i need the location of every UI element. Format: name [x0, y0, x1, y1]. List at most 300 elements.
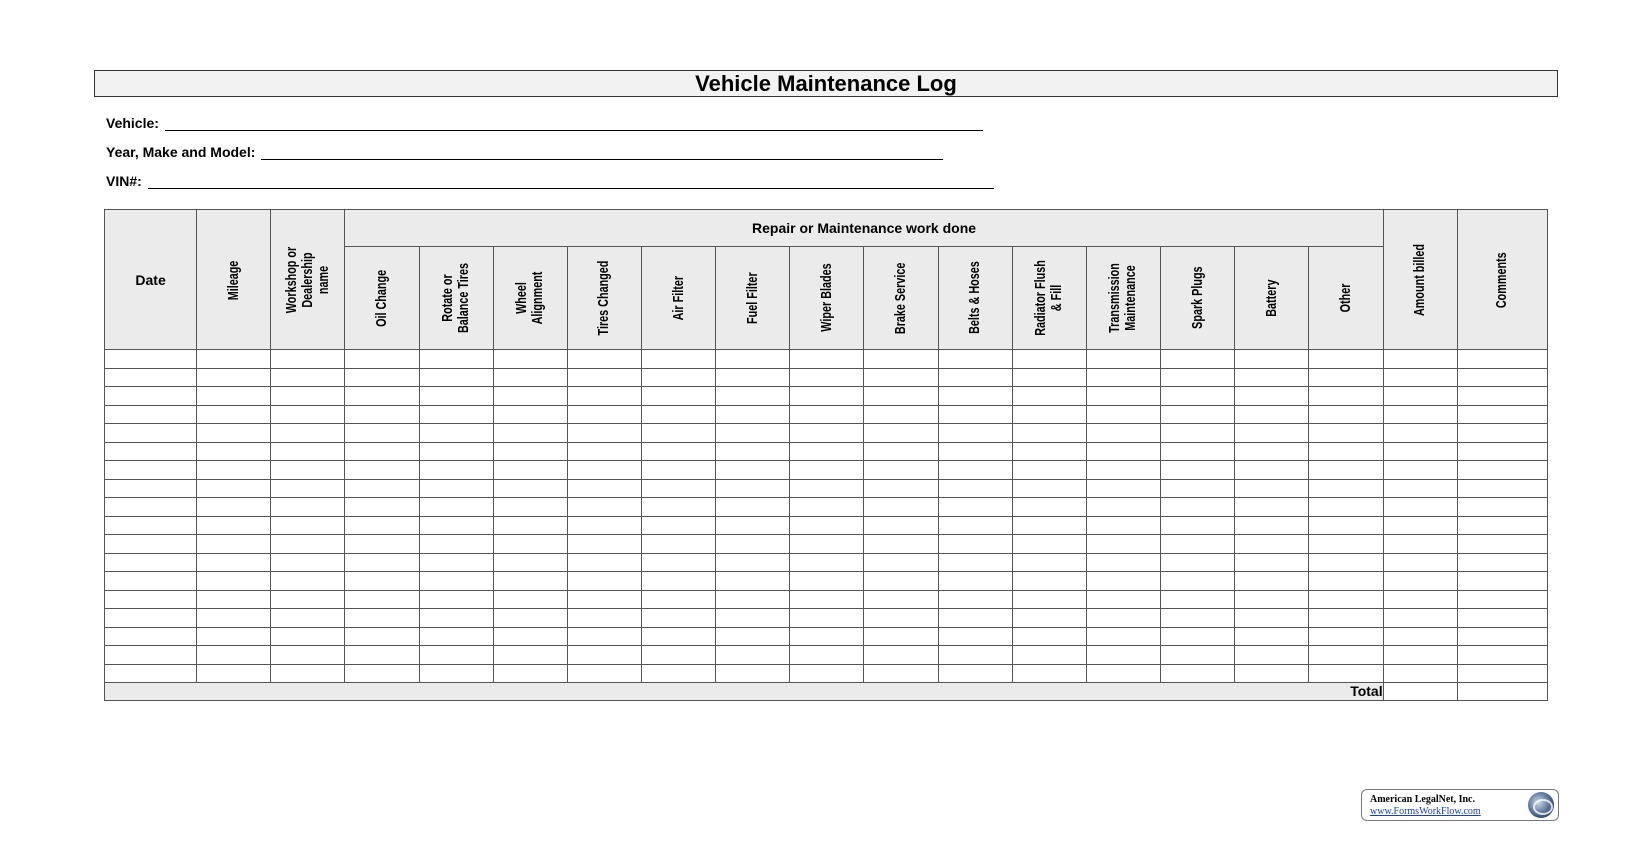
table-cell[interactable] [493, 479, 567, 498]
table-cell[interactable] [419, 442, 493, 461]
table-cell[interactable] [197, 461, 271, 480]
table-cell[interactable] [790, 553, 864, 572]
table-cell[interactable] [864, 516, 938, 535]
vin-input-line[interactable] [148, 176, 994, 189]
table-cell[interactable] [938, 387, 1012, 406]
table-cell[interactable] [345, 387, 419, 406]
table-cell[interactable] [271, 516, 345, 535]
table-cell[interactable] [419, 516, 493, 535]
table-cell[interactable] [642, 479, 716, 498]
table-cell[interactable] [1235, 405, 1309, 424]
table-cell[interactable] [1235, 646, 1309, 665]
table-cell[interactable] [567, 664, 641, 683]
table-cell[interactable] [105, 368, 197, 387]
table-cell[interactable] [1086, 405, 1160, 424]
table-cell[interactable] [938, 516, 1012, 535]
table-cell[interactable] [493, 516, 567, 535]
table-cell[interactable] [493, 535, 567, 554]
table-cell[interactable] [716, 535, 790, 554]
table-cell[interactable] [1309, 609, 1383, 628]
table-cell[interactable] [790, 646, 864, 665]
table-cell[interactable] [1086, 461, 1160, 480]
table-cell[interactable] [1383, 442, 1457, 461]
table-cell[interactable] [105, 350, 197, 369]
table-cell[interactable] [790, 387, 864, 406]
table-cell[interactable] [105, 498, 197, 517]
table-cell[interactable] [1457, 627, 1547, 646]
table-cell[interactable] [493, 609, 567, 628]
table-cell[interactable] [345, 442, 419, 461]
table-cell[interactable] [1235, 516, 1309, 535]
company-url-link[interactable]: www.FormsWorkFlow.com [1370, 806, 1481, 817]
total-comments-cell[interactable] [1457, 683, 1547, 701]
table-cell[interactable] [419, 424, 493, 443]
table-cell[interactable] [271, 609, 345, 628]
table-cell[interactable] [864, 627, 938, 646]
table-cell[interactable] [1309, 498, 1383, 517]
table-cell[interactable] [567, 461, 641, 480]
table-cell[interactable] [1012, 609, 1086, 628]
table-cell[interactable] [790, 479, 864, 498]
table-cell[interactable] [197, 627, 271, 646]
table-cell[interactable] [567, 627, 641, 646]
table-cell[interactable] [1161, 553, 1235, 572]
table-cell[interactable] [1012, 664, 1086, 683]
table-cell[interactable] [790, 590, 864, 609]
vin-field[interactable] [106, 173, 994, 189]
table-cell[interactable] [642, 553, 716, 572]
table-cell[interactable] [864, 387, 938, 406]
table-cell[interactable] [197, 590, 271, 609]
table-cell[interactable] [1235, 590, 1309, 609]
table-cell[interactable] [271, 498, 345, 517]
table-cell[interactable] [1161, 572, 1235, 591]
table-cell[interactable] [1383, 664, 1457, 683]
table-cell[interactable] [493, 664, 567, 683]
table-cell[interactable] [938, 646, 1012, 665]
table-cell[interactable] [938, 461, 1012, 480]
table-cell[interactable] [271, 387, 345, 406]
table-cell[interactable] [642, 516, 716, 535]
table-cell[interactable] [567, 572, 641, 591]
table-cell[interactable] [1086, 572, 1160, 591]
table-cell[interactable] [1161, 535, 1235, 554]
table-cell[interactable] [493, 461, 567, 480]
table-cell[interactable] [1383, 498, 1457, 517]
table-cell[interactable] [271, 572, 345, 591]
table-cell[interactable] [642, 498, 716, 517]
table-cell[interactable] [1012, 387, 1086, 406]
table-cell[interactable] [1457, 646, 1547, 665]
table-cell[interactable] [1012, 442, 1086, 461]
table-cell[interactable] [419, 553, 493, 572]
table-cell[interactable] [864, 424, 938, 443]
table-cell[interactable] [938, 424, 1012, 443]
table-cell[interactable] [1161, 646, 1235, 665]
table-cell[interactable] [271, 350, 345, 369]
year-make-model-input-line[interactable] [261, 147, 943, 160]
table-cell[interactable] [1309, 572, 1383, 591]
table-cell[interactable] [1161, 368, 1235, 387]
table-cell[interactable] [271, 553, 345, 572]
table-cell[interactable] [716, 498, 790, 517]
table-cell[interactable] [1086, 646, 1160, 665]
table-cell[interactable] [419, 664, 493, 683]
table-cell[interactable] [642, 627, 716, 646]
table-cell[interactable] [642, 590, 716, 609]
table-cell[interactable] [197, 479, 271, 498]
table-cell[interactable] [1012, 590, 1086, 609]
table-cell[interactable] [419, 646, 493, 665]
table-cell[interactable] [1086, 516, 1160, 535]
table-cell[interactable] [790, 442, 864, 461]
table-cell[interactable] [1235, 461, 1309, 480]
table-cell[interactable] [1235, 609, 1309, 628]
table-cell[interactable] [493, 553, 567, 572]
table-cell[interactable] [105, 516, 197, 535]
table-cell[interactable] [197, 387, 271, 406]
table-cell[interactable] [1086, 424, 1160, 443]
table-cell[interactable] [345, 479, 419, 498]
table-cell[interactable] [864, 405, 938, 424]
table-cell[interactable] [105, 442, 197, 461]
table-cell[interactable] [567, 387, 641, 406]
table-cell[interactable] [567, 535, 641, 554]
table-cell[interactable] [1383, 424, 1457, 443]
table-cell[interactable] [1309, 405, 1383, 424]
total-amount-cell[interactable] [1383, 683, 1457, 701]
table-cell[interactable] [493, 572, 567, 591]
table-cell[interactable] [105, 405, 197, 424]
table-cell[interactable] [938, 553, 1012, 572]
table-cell[interactable] [197, 535, 271, 554]
table-cell[interactable] [1012, 498, 1086, 517]
table-cell[interactable] [1383, 535, 1457, 554]
table-cell[interactable] [716, 461, 790, 480]
table-cell[interactable] [1309, 516, 1383, 535]
table-cell[interactable] [642, 664, 716, 683]
table-cell[interactable] [1161, 461, 1235, 480]
table-cell[interactable] [1012, 424, 1086, 443]
table-cell[interactable] [642, 442, 716, 461]
table-cell[interactable] [716, 664, 790, 683]
table-cell[interactable] [567, 553, 641, 572]
table-cell[interactable] [1235, 424, 1309, 443]
table-cell[interactable] [790, 627, 864, 646]
table-cell[interactable] [1161, 387, 1235, 406]
table-cell[interactable] [105, 553, 197, 572]
table-cell[interactable] [419, 590, 493, 609]
table-cell[interactable] [197, 424, 271, 443]
table-cell[interactable] [567, 424, 641, 443]
table-cell[interactable] [197, 350, 271, 369]
table-cell[interactable] [1383, 572, 1457, 591]
table-cell[interactable] [197, 442, 271, 461]
table-cell[interactable] [716, 405, 790, 424]
table-cell[interactable] [1457, 405, 1547, 424]
table-cell[interactable] [1457, 368, 1547, 387]
table-cell[interactable] [938, 609, 1012, 628]
table-cell[interactable] [1309, 442, 1383, 461]
table-cell[interactable] [716, 572, 790, 591]
table-cell[interactable] [1457, 572, 1547, 591]
table-cell[interactable] [197, 516, 271, 535]
table-cell[interactable] [716, 553, 790, 572]
table-cell[interactable] [345, 516, 419, 535]
table-cell[interactable] [1086, 627, 1160, 646]
table-cell[interactable] [271, 646, 345, 665]
table-cell[interactable] [938, 572, 1012, 591]
table-cell[interactable] [864, 368, 938, 387]
table-cell[interactable] [1457, 461, 1547, 480]
table-cell[interactable] [1457, 424, 1547, 443]
table-cell[interactable] [1457, 590, 1547, 609]
table-cell[interactable] [1457, 498, 1547, 517]
table-cell[interactable] [197, 664, 271, 683]
table-cell[interactable] [567, 479, 641, 498]
table-cell[interactable] [271, 535, 345, 554]
table-cell[interactable] [271, 664, 345, 683]
table-cell[interactable] [790, 664, 864, 683]
table-cell[interactable] [419, 387, 493, 406]
table-cell[interactable] [790, 498, 864, 517]
table-cell[interactable] [567, 516, 641, 535]
table-cell[interactable] [271, 590, 345, 609]
table-cell[interactable] [1161, 516, 1235, 535]
table-cell[interactable] [1012, 405, 1086, 424]
table-cell[interactable] [1457, 664, 1547, 683]
table-cell[interactable] [642, 535, 716, 554]
table-cell[interactable] [716, 646, 790, 665]
table-cell[interactable] [790, 609, 864, 628]
vehicle-input-line[interactable] [165, 118, 983, 131]
table-cell[interactable] [790, 405, 864, 424]
table-cell[interactable] [1309, 664, 1383, 683]
table-cell[interactable] [716, 479, 790, 498]
table-cell[interactable] [345, 535, 419, 554]
table-cell[interactable] [1235, 479, 1309, 498]
table-cell[interactable] [1161, 405, 1235, 424]
table-cell[interactable] [1457, 609, 1547, 628]
table-cell[interactable] [345, 609, 419, 628]
table-cell[interactable] [1383, 646, 1457, 665]
table-cell[interactable] [271, 442, 345, 461]
table-cell[interactable] [105, 535, 197, 554]
table-cell[interactable] [642, 572, 716, 591]
table-cell[interactable] [1383, 405, 1457, 424]
table-cell[interactable] [1086, 590, 1160, 609]
table-cell[interactable] [1457, 350, 1547, 369]
table-cell[interactable] [197, 572, 271, 591]
table-cell[interactable] [1383, 627, 1457, 646]
table-cell[interactable] [105, 627, 197, 646]
table-cell[interactable] [197, 553, 271, 572]
table-cell[interactable] [1309, 479, 1383, 498]
table-cell[interactable] [419, 498, 493, 517]
table-cell[interactable] [1161, 590, 1235, 609]
table-cell[interactable] [197, 609, 271, 628]
table-cell[interactable] [1086, 535, 1160, 554]
table-cell[interactable] [1235, 387, 1309, 406]
table-cell[interactable] [864, 646, 938, 665]
table-cell[interactable] [1235, 627, 1309, 646]
table-cell[interactable] [419, 405, 493, 424]
table-cell[interactable] [864, 664, 938, 683]
table-cell[interactable] [105, 609, 197, 628]
table-cell[interactable] [419, 461, 493, 480]
table-cell[interactable] [938, 590, 1012, 609]
table-cell[interactable] [197, 646, 271, 665]
table-cell[interactable] [345, 461, 419, 480]
table-cell[interactable] [1235, 498, 1309, 517]
table-cell[interactable] [716, 442, 790, 461]
table-cell[interactable] [493, 590, 567, 609]
table-cell[interactable] [1161, 609, 1235, 628]
table-cell[interactable] [1309, 535, 1383, 554]
table-cell[interactable] [1086, 368, 1160, 387]
table-cell[interactable] [197, 368, 271, 387]
table-cell[interactable] [1309, 387, 1383, 406]
table-cell[interactable] [493, 627, 567, 646]
table-cell[interactable] [1457, 442, 1547, 461]
table-cell[interactable] [271, 424, 345, 443]
table-cell[interactable] [790, 368, 864, 387]
table-cell[interactable] [567, 368, 641, 387]
table-cell[interactable] [345, 590, 419, 609]
table-cell[interactable] [790, 516, 864, 535]
table-cell[interactable] [938, 442, 1012, 461]
table-cell[interactable] [1383, 461, 1457, 480]
table-cell[interactable] [1383, 387, 1457, 406]
table-cell[interactable] [567, 498, 641, 517]
vehicle-field[interactable] [106, 115, 983, 131]
table-cell[interactable] [345, 368, 419, 387]
table-cell[interactable] [1161, 442, 1235, 461]
table-cell[interactable] [1161, 627, 1235, 646]
table-cell[interactable] [345, 424, 419, 443]
table-cell[interactable] [1457, 516, 1547, 535]
table-cell[interactable] [493, 424, 567, 443]
table-cell[interactable] [1161, 498, 1235, 517]
table-cell[interactable] [716, 387, 790, 406]
table-cell[interactable] [1309, 553, 1383, 572]
table-cell[interactable] [790, 535, 864, 554]
table-cell[interactable] [567, 590, 641, 609]
table-cell[interactable] [716, 368, 790, 387]
table-cell[interactable] [642, 609, 716, 628]
table-cell[interactable] [938, 535, 1012, 554]
table-cell[interactable] [1161, 479, 1235, 498]
table-cell[interactable] [1235, 442, 1309, 461]
table-cell[interactable] [1309, 590, 1383, 609]
table-cell[interactable] [790, 424, 864, 443]
table-cell[interactable] [1086, 553, 1160, 572]
table-cell[interactable] [1012, 553, 1086, 572]
table-cell[interactable] [716, 424, 790, 443]
table-cell[interactable] [345, 646, 419, 665]
table-cell[interactable] [1235, 572, 1309, 591]
table-cell[interactable] [1383, 609, 1457, 628]
table-cell[interactable] [493, 498, 567, 517]
table-cell[interactable] [271, 461, 345, 480]
table-cell[interactable] [105, 572, 197, 591]
table-cell[interactable] [419, 368, 493, 387]
table-cell[interactable] [345, 405, 419, 424]
table-cell[interactable] [1309, 368, 1383, 387]
table-cell[interactable] [1012, 516, 1086, 535]
table-cell[interactable] [1235, 368, 1309, 387]
table-cell[interactable] [716, 590, 790, 609]
table-cell[interactable] [105, 646, 197, 665]
table-cell[interactable] [790, 461, 864, 480]
table-cell[interactable] [864, 609, 938, 628]
table-cell[interactable] [1012, 479, 1086, 498]
table-cell[interactable] [345, 664, 419, 683]
table-cell[interactable] [1383, 553, 1457, 572]
table-cell[interactable] [105, 387, 197, 406]
table-cell[interactable] [345, 572, 419, 591]
table-cell[interactable] [938, 479, 1012, 498]
table-cell[interactable] [197, 405, 271, 424]
table-cell[interactable] [1457, 479, 1547, 498]
table-cell[interactable] [1012, 535, 1086, 554]
year-make-model-field[interactable] [106, 144, 943, 160]
table-cell[interactable] [864, 498, 938, 517]
table-cell[interactable] [105, 424, 197, 443]
table-cell[interactable] [1383, 590, 1457, 609]
table-cell[interactable] [271, 627, 345, 646]
table-cell[interactable] [1086, 442, 1160, 461]
table-cell[interactable] [716, 627, 790, 646]
table-cell[interactable] [419, 609, 493, 628]
table-cell[interactable] [105, 590, 197, 609]
table-cell[interactable] [864, 461, 938, 480]
table-cell[interactable] [1086, 664, 1160, 683]
table-cell[interactable] [1012, 572, 1086, 591]
table-cell[interactable] [1161, 664, 1235, 683]
table-cell[interactable] [938, 368, 1012, 387]
table-cell[interactable] [1309, 646, 1383, 665]
table-cell[interactable] [1457, 553, 1547, 572]
table-cell[interactable] [864, 572, 938, 591]
table-cell[interactable] [1235, 535, 1309, 554]
table-cell[interactable] [1383, 516, 1457, 535]
table-cell[interactable] [1235, 553, 1309, 572]
table-cell[interactable] [716, 609, 790, 628]
table-cell[interactable] [567, 442, 641, 461]
table-cell[interactable] [864, 553, 938, 572]
table-cell[interactable] [345, 627, 419, 646]
table-cell[interactable] [1086, 387, 1160, 406]
table-cell[interactable] [938, 405, 1012, 424]
table-cell[interactable] [493, 368, 567, 387]
table-cell[interactable] [419, 627, 493, 646]
table-cell[interactable] [1012, 461, 1086, 480]
table-cell[interactable] [642, 368, 716, 387]
table-cell[interactable] [1012, 368, 1086, 387]
table-cell[interactable] [642, 424, 716, 443]
table-cell[interactable] [567, 646, 641, 665]
table-cell[interactable] [1383, 479, 1457, 498]
table-cell[interactable] [271, 405, 345, 424]
table-cell[interactable] [567, 405, 641, 424]
table-cell[interactable] [271, 368, 345, 387]
table-cell[interactable] [642, 461, 716, 480]
table-cell[interactable] [493, 405, 567, 424]
table-cell[interactable] [642, 646, 716, 665]
table-cell[interactable] [105, 479, 197, 498]
table-cell[interactable] [864, 535, 938, 554]
